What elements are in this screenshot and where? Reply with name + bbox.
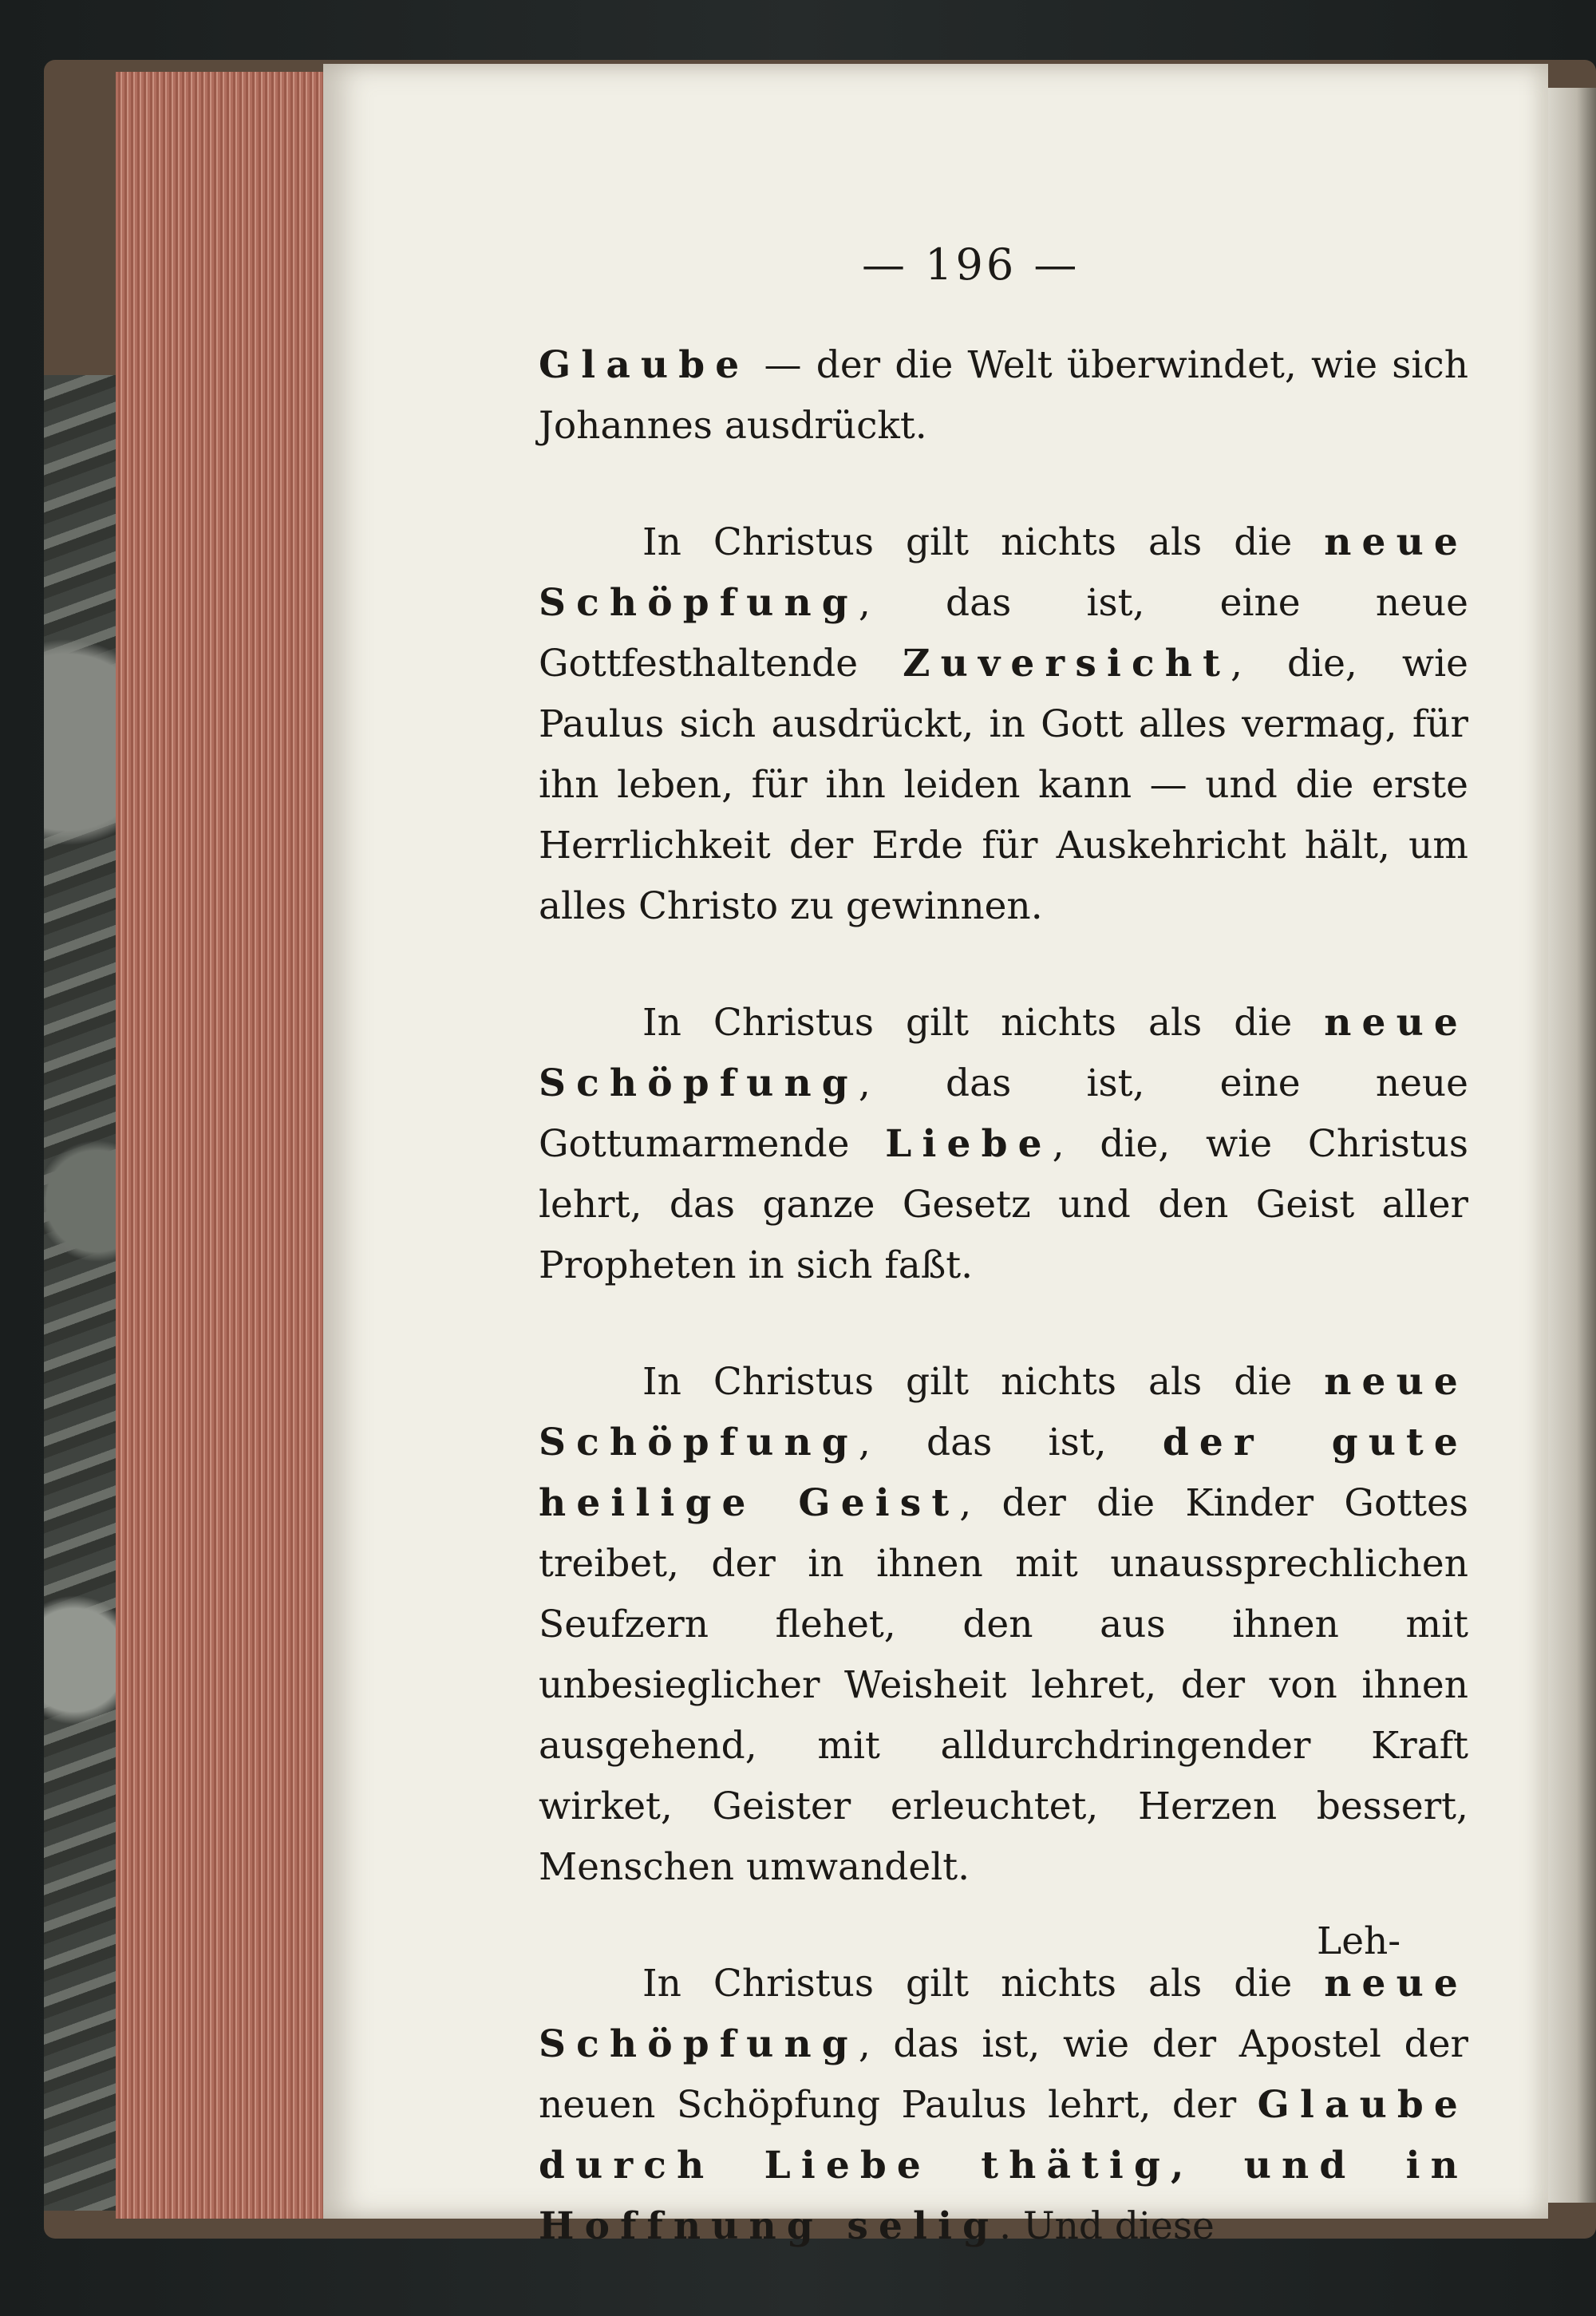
paragraph	[539, 1954, 1468, 2257]
text-run: Liebe	[885, 1122, 1053, 1166]
text-run: Zuversicht	[903, 642, 1231, 686]
text-run: . Und diese	[999, 2204, 1215, 2248]
page-number: — 196 —	[862, 239, 1080, 290]
text-run: , das ist,	[858, 1421, 1163, 1464]
text-run: Glaube durch Liebe thätig, und in Hoffnung selig	[539, 2083, 1468, 2248]
text-run: In Christus gilt nichts als die	[642, 520, 1325, 564]
paragraph	[539, 335, 1468, 456]
paragraph	[539, 512, 1468, 937]
text-run: neue Schöpfung	[539, 1962, 1468, 2066]
text-run: Glaube	[539, 343, 750, 387]
catchword: Leh-	[1317, 1919, 1401, 1963]
page-edges	[116, 72, 339, 2219]
marbled-binding	[44, 375, 120, 2211]
text-run: — der die Welt überwindet, wie sich Johannes ausdrückt.	[539, 343, 1468, 448]
text-run: neue Schöpfung	[539, 520, 1468, 625]
text-run: In Christus gilt nichts als die	[642, 1360, 1325, 1404]
paragraph	[539, 993, 1468, 1296]
body-text	[539, 335, 1468, 2257]
text-run: In Christus gilt nichts als die	[642, 1962, 1325, 2006]
text-run: In Christus gilt nichts als die	[642, 1001, 1325, 1045]
text-run: der gute heilige Geist	[539, 1421, 1468, 1525]
text-run: , das ist, eine neue Gottumarmende	[539, 1061, 1468, 1166]
text-run: , das ist, wie der Apostel der neuen Schöpfung Paulus lehrt, der	[539, 2022, 1468, 2127]
paragraph	[539, 1352, 1468, 1898]
text-run: , die, wie Christus lehrt, das ganze Gesetz und den Geist aller Propheten in sich faßt.	[539, 1122, 1468, 1287]
text-run: neue Schöpfung	[539, 1360, 1468, 1464]
text-run: , die, wie Paulus sich ausdrückt, in Gott alles vermag, für ihn leben, für ihn leiden kann — und die erste Herrlichkeit der Erde für Auskehricht hält, um alles Christo zu gewinnen.	[539, 642, 1468, 928]
text-run: , der die Kinder Gottes treibet, der in ihnen mit unaussprechlichen Seufzern flehet, den aus ihnen mit unbesieglicher Weisheit lehret, der von ihnen ausgehend, mit alldurchdringender Kraft wirket, Geister erleuchtet, Herzen bessert, Menschen umwandelt.	[539, 1481, 1468, 1889]
text-run: neue Schöpfung	[539, 1001, 1468, 1105]
facing-page-edge	[1548, 88, 1596, 2203]
text-run: , das ist, eine neue Gottfesthaltende	[539, 581, 1468, 686]
